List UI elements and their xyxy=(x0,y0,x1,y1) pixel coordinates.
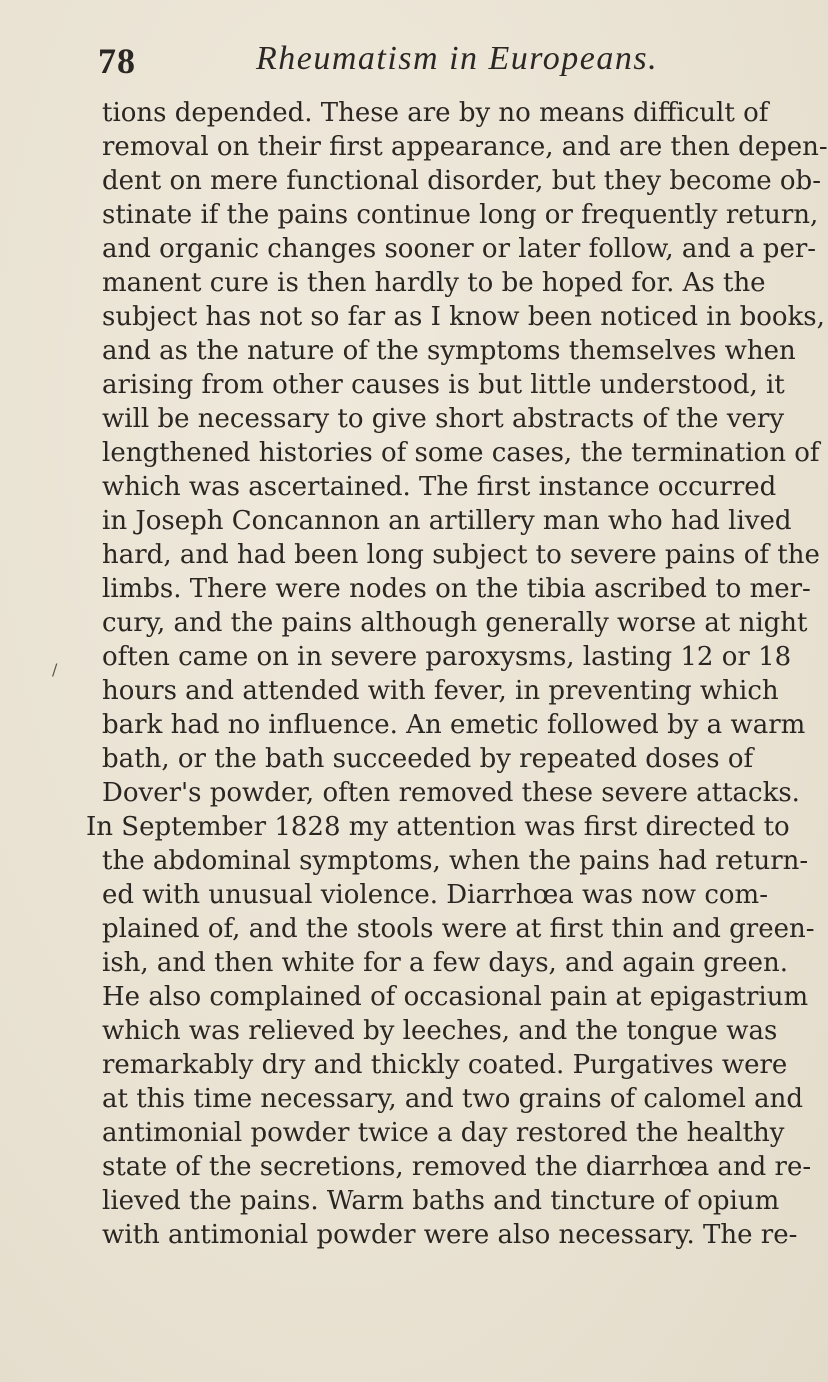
text-line: and organic changes sooner or later follow, and a per- xyxy=(102,234,817,264)
text-line: stinate if the pains continue long or frequently return, xyxy=(102,200,819,230)
text-line: limbs. There were nodes on the tibia ascribed to mer- xyxy=(102,574,811,604)
text-line: hard, and had been long subject to severe pains of the xyxy=(102,540,820,570)
text-line: dent on mere functional disorder, but they become ob- xyxy=(102,166,821,196)
text-line: bath, or the bath succeeded by repeated doses of xyxy=(102,744,754,774)
text-line: tions depended. These are by no means difficult of xyxy=(102,98,769,128)
body-text xyxy=(86,96,828,1252)
text-line: plained of, and the stools were at first thin and green- xyxy=(102,914,815,944)
text-line: ed with unusual violence. Diarrhœa was now com- xyxy=(102,880,768,910)
text-line: antimonial powder twice a day restored the healthy xyxy=(102,1118,785,1148)
text-line: at this time necessary, and two grains of calomel and xyxy=(102,1084,803,1114)
text-line: lieved the pains. Warm baths and tincture of opium xyxy=(102,1186,780,1216)
text-line: subject has not so far as I know been noticed in books, xyxy=(102,302,825,332)
text-line: He also complained of occasional pain at epigastrium xyxy=(102,982,809,1012)
text-line: lengthened histories of some cases, the termination of xyxy=(102,438,820,468)
text-line: hours and attended with fever, in preventing which xyxy=(102,676,779,706)
text-line: with antimonial powder were also necessary. The re- xyxy=(102,1220,798,1250)
text-line: arising from other causes is but little understood, it xyxy=(102,370,785,400)
text-line: and as the nature of the symptoms themselves when xyxy=(102,336,796,366)
text-line: removal on their first appearance, and are then depen- xyxy=(102,132,828,162)
text-line: cury, and the pains although generally worse at night xyxy=(102,608,808,638)
text-line: In September 1828 my attention was first directed to xyxy=(86,812,790,842)
text-line: manent cure is then hardly to be hoped for. As the xyxy=(102,268,766,298)
margin-mark: / xyxy=(52,660,58,679)
running-title: Rheumatism in Europeans. xyxy=(256,40,659,77)
text-line: the abdominal symptoms, when the pains had return- xyxy=(102,846,809,876)
text-line: ish, and then white for a few days, and again green. xyxy=(102,948,789,978)
text-line: remarkably dry and thickly coated. Purgatives were xyxy=(102,1050,788,1080)
text-line: bark had no influence. An emetic followed by a warm xyxy=(102,710,806,740)
text-line: in Joseph Concannon an artillery man who had lived xyxy=(102,506,792,536)
page-number: 78 xyxy=(98,41,136,81)
text-line: state of the secretions, removed the diarrhœa and re- xyxy=(102,1152,812,1182)
text-line: which was ascertained. The first instance occurred xyxy=(102,472,777,502)
text-line: which was relieved by leeches, and the tongue was xyxy=(102,1016,778,1046)
text-line: Dover's powder, often removed these severe attacks. xyxy=(102,778,800,808)
running-head xyxy=(98,40,738,86)
text-line: will be necessary to give short abstracts of the very xyxy=(102,404,785,434)
text-line: often came on in severe paroxysms, lasting 12 or 18 xyxy=(102,642,792,672)
